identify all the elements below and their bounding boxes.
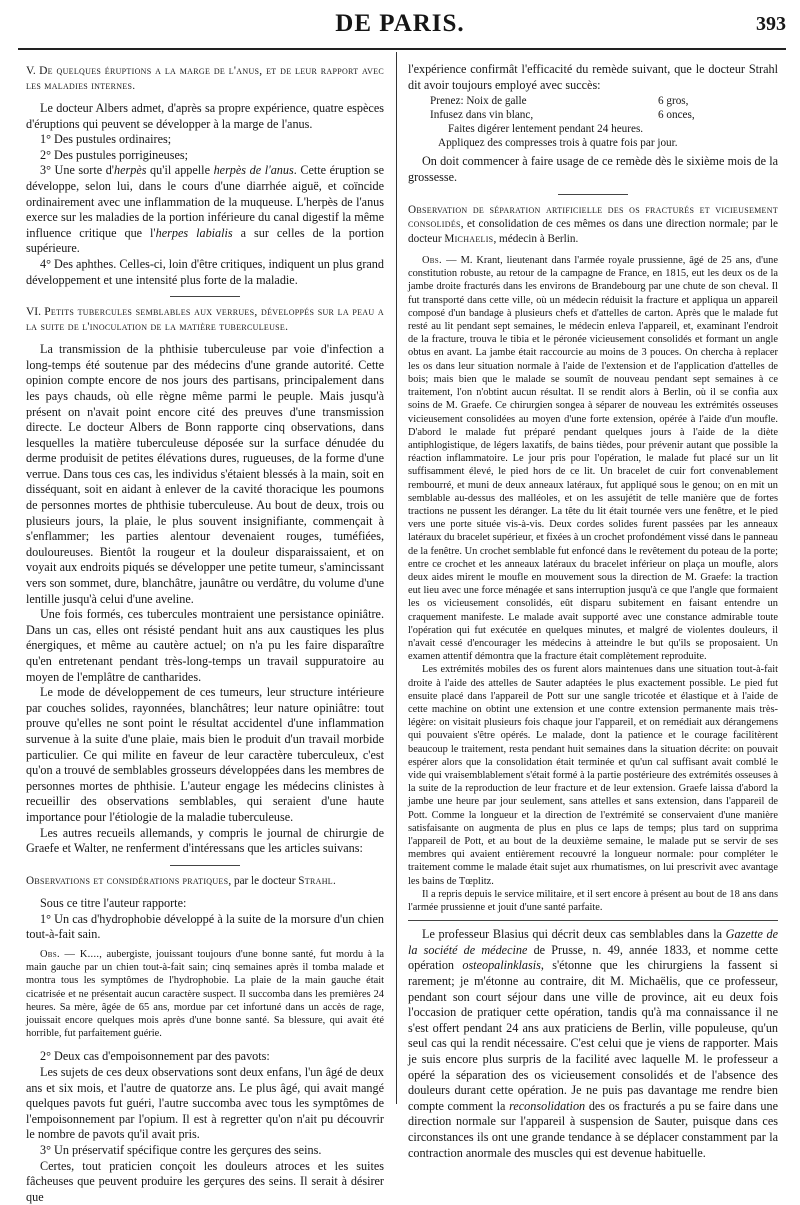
text-run: , médecin à Berlin. (493, 232, 579, 245)
text-run: , et consolidation de ces mêmes os dans une direction normale; par le docteur (408, 218, 778, 245)
section-v-intro: Le docteur Albers admet, d'après sa propre expérience, quatre espèces d'éruptions qui peuvent se développer à la marge de l'anus. (26, 101, 384, 131)
continued-paragraph: l'expérience confirmât l'efficacité du remède suivant, que le docteur Strahl dit avoir toujours employé avec succès: (408, 62, 778, 92)
section-vi-paragraph-2: Une fois formés, ces tubercules montraient une persistance opiniâtre. Dans un cas, elles ont résisté pendant huit ans aux caustiques les plus énergiques, et même au cautère actuel; on n'a pu les faire disparaître qu'en entretenant pendant très-long-temps un travail suppuratoire au moyen de l'emplâtre de cantharides. (26, 607, 384, 684)
michaelis-heading (408, 203, 778, 247)
text-run: . Cette éruption se développe, selon lui, dans le cours d'une diarrhée aiguë, et coïncide ordinairement avec une inflammation de la muqueuse. L'herpès de l'anus exerce sur les maladies de la portion inférieure du canal digestif la même influence critique que l' (26, 163, 384, 240)
column-divider (396, 52, 397, 1104)
section-separator (170, 296, 240, 297)
strahl-heading (26, 874, 384, 889)
author-name: Michaelis (444, 232, 494, 245)
page-header (0, 4, 800, 44)
italic-term: osteopalinklasis (462, 958, 541, 973)
section-vi-paragraph-3: Le mode de développement de ces tumeurs, leur structure intérieure par couches solides, rayonnées, blanchâtres; leur nature opiniâtre: tout prouve qu'elles ne sont point le résultat accidentel d'une inflammation survenue à la suite d'une plaie, mais bien le produit d'un travail morbide particulier. Ce qui milite en faveur de leur caractère tuberculeux, c'est qu'on a trouvé de semblables grosseurs développées dans les membres de personnes mortes de phthisie. L'auteur engage les médecins clinistes à recueillir des observations semblables, qui seraient d'une haute importance pour l'étiologie de la maladie tuberculeuse. (26, 685, 384, 824)
text-run: aubergiste, jouissant toujours d'une bonne santé, fut mordu à la main gauche par un chien tout-à-fait sain; cinq semaines après il tomba malade et montra tous les symptômes de l'hydrophobie. La plaie de la main gauche était cicatrisée et ne présentait aucun caractère suspect. Il succomba dans les premières 24 heures. Sa mère, âgée de 65 ans, mordue par cet infortuné dans un accès de rage, jouissait encore quelques mois après d'une bonne santé. Sa blessure, qui avait été horrible, fut parfaitement guérie. (26, 949, 384, 1040)
obs-label: Obs. — (422, 255, 457, 267)
italic-term: reconsolidation (509, 1098, 586, 1113)
section-v-item-1: 1° Des pustules ordinaires; (40, 132, 172, 147)
section-v-item-4: 4° Des aphthes. Celles-ci, loin d'être critiques, indiquent un plus grand développement et une intensité plus forte de la maladie. (26, 256, 384, 287)
section-separator (170, 865, 240, 866)
left-column (26, 62, 385, 1204)
recipe-ingredient: Prenez: Noix de galle (430, 95, 527, 108)
recipe-line (408, 109, 778, 123)
blasius-paragraph (408, 927, 778, 1161)
section-vi-heading (26, 305, 384, 334)
text-run: des os fracturés a pu se faire dans une direction normale sur l'appareil à suspension de Sauter, puisque dans ces circonstances ils ont une grande tendance à se déplacer constamment par la contraction anormale des muscles qui est devenue habituelle. (408, 1098, 778, 1160)
section-vi-title: Petits tubercules semblables aux verrues, développés sur la peau a la suite de l'inoculation de la matière tuberculeuse. (26, 306, 385, 333)
section-v-number: V. (26, 65, 36, 77)
strahl-observation (26, 948, 384, 1040)
page-number: 393 (756, 13, 786, 35)
text-run: , par le docteur (228, 874, 299, 887)
section-v-heading (26, 64, 384, 93)
recipe-line (408, 95, 778, 109)
header-rule (18, 48, 786, 50)
michaelis-observation-2: Les extrémités mobiles des os furent alors maintenues dans une situation tout-à-fait droite à l'aide des attelles de Sauter adaptées le plus exactement possible. Le pied fut ensuite placé dans l'appareil de Pott sur une sangle tricotée et élastique et à l'aide de cette machine on obtint une extension et une contre extension permanente mais très-légère: on visitait plusieurs fois chaque jour l'appareil, et on remédiait aux dérangemens qui pouvaient s'être opérés. Le malade, dont la patience et le courage facilitèrent beaucoup le traitement, resta pendant huit semaines dans la situation décrite: on pouvait espérer alors que la consolidation était terminée et qu'un cal suffisant avait comblé le vide qui vraisemblablement s'était formé à la partie postérieure des extrémités osseuses à la suite de la reproduction de leur fracture et de leur extension. Graefe laissa d'abord la jambe une heure par jour seulement, sans attelles et sans extension, dans l'appareil de Pott. Comme la longueur et la direction de l'extrémité se conservaient d'une manière satisfaisante on augmenta de plus en plus ce laps de temps; plus tard on supprima l'appareil de Pott, et au bout de la deuxième semaine, le malade put se servir de ses membres qui avaient entièrement recouvré la longueur normale: pour compléter le traitement comme le malade était sujet aux rhumatismes, on lui prescrivit avec avantage les bains de Tœplitz. (408, 664, 778, 887)
text-run: 3° Une sorte d' (40, 163, 114, 178)
strahl-item-3: 3° Un préservatif spécifique contre les gerçures des seins. (40, 1142, 322, 1157)
section-vi-paragraph-4: Les autres recueils allemands, y compris le journal de chirurgie de Graefe et Walter, ne renferment d'intéressans que les articles suivans: (26, 825, 384, 856)
text-run: Le professeur Blasius qui décrit deux cas semblables dans la (422, 927, 726, 942)
italic-title: Gazette de la société de médecine (408, 927, 778, 957)
strahl-seins-paragraph: Certes, tout praticien conçoit les douleurs atroces et les suites fâcheuses que peuvent produire les gerçures des seins. Il serait à désirer que (26, 1158, 384, 1204)
italic-term: herpes labialis (155, 225, 233, 240)
text-run: de Prusse, n. 49, année 1833, et nomme cette opération (408, 942, 778, 973)
section-v-title: De quelques éruptions a la marge de l'anus, et de leur rapport avec les maladies internes. (26, 65, 385, 92)
text-run: , s'étonne que les chirurgiens la fassent si rarement; je m'étonne au contraire, dit M. Michaëlis, que ce professeur, pendant son court séjour dans une ville de province, ait eu deux fois l'occasion de pratiquer cette opération, tandis qu'à ma connaissance il ne s'est offert pendant 24 ans aux praticiens de Berlin, ville populeuse, qu'un seul cas qui la rendit nécessaire. C'est celui que je viens de rapporter. Mais je suis encore plus surpris de la facilité avec laquelle M. le professeur a opéré la séparation des os vicieusement consolidés et de l'absence des douleurs durant cette opération. Je ne puis pas davantage me rendre bien compte comment la (408, 958, 779, 1113)
section-v-item-3 (26, 163, 384, 257)
text-run: qu'il appelle (146, 163, 214, 178)
section-separator (558, 194, 628, 195)
running-title: DE PARIS. (335, 10, 465, 37)
section-separator (408, 920, 778, 921)
text-run: a sur celles de la portion supérieure. (26, 225, 384, 256)
strahl-intro: Sous ce titre l'auteur rapporte: (40, 896, 187, 911)
text-run: . (332, 874, 336, 887)
strahl-item-1: 1° Un cas d'hydrophobie développé à la suite de la morsure d'un chien tout-à-fait sain. (26, 911, 384, 942)
author-name: Strahl (298, 874, 333, 887)
strahl-heading-title: Observations et considérations pratiques (26, 874, 229, 887)
strahl-pavots-paragraph: Les sujets de ces deux observations sont deux enfans, l'un âgé de deux ans et six mois, et l'autre de quatorze ans. Le plus âgé, qui avait mangé quelques pavots fut guéri, l'autre succomba avec tous les symptômes de l'empoisonnement par l'opium. Il est à regretter qu'on n'ait pu découvrir le nombre de pavots qu'il avait pris. (26, 1065, 384, 1142)
italic-term: herpès de l'anus (213, 163, 294, 178)
recipe-amount: 6 gros, (658, 95, 689, 108)
right-column (408, 62, 779, 1160)
recipe-amount: 6 onces, (658, 108, 695, 121)
spacer (26, 1040, 384, 1049)
recipe-ingredient: Infusez dans vin blanc, (430, 108, 534, 121)
section-v-item-2: 2° Des pustules porrigineuses; (40, 147, 189, 162)
italic-term: herpès (113, 163, 147, 178)
michaelis-observation-3: Il a repris depuis le service militaire, et il sert encore à présent au bout de 18 ans dans l'armée prussienne et jouit d'une santé parfaite. (408, 888, 778, 914)
section-vi-paragraph-1: La transmission de la phthisie tuberculeuse par voie d'infection a long-temps été soutenue par des médecins d'une grande autorité. Cette opinion compte encore de nos jours des partisans, principalement dans les pays chauds, où elle règne même parmi le peuple. Mais jusqu'à présent on n'avait point encore cité des preuves d'une transmission directe. Le docteur Albers de Bonn rapporte cinq observations, dans lesquelles la matière tuberculeuse déposée sur la surface dénudée du derme produisit de petites élévations dures, rugueuses, de la forme d'une verrue. Dans tous ces cas, les individus s'étaient blessés à la main, soit en disséquant, soit en aidant à enlever de la cavité thoracique les poumons de personnes mortes de phthisie tuberculeuse. Au bout de deux, trois ou plusieurs jours, la plaie, le plus souvent insignifiante, commençait à s'enflammer; les parties alentour devenaient rouges, tuméfiées, douloureuses. Bientôt la rougeur et la douleur disparaissaient, et on voyait aux endroits piqués se développer une petite tumeur, s'amincissant vers son sommet, dure, blanchâtre, jaunâtre ou verdâtre, du volume d'une lentille jusqu'à celui d'une aveline. (26, 342, 384, 606)
strahl-item-2: 2° Deux cas d'empoisonnement par des pavots: (40, 1049, 270, 1064)
recipe-instruction: Faites digérer lentement pendant 24 heures. (448, 122, 644, 135)
section-vi-number: VI. (26, 306, 42, 319)
obs-label: Obs. — K...., (40, 949, 103, 960)
usage-paragraph: On doit commencer à faire usage de ce remède dès le sixième mois de la grossesse. (408, 154, 778, 184)
michaelis-observation-1 (408, 254, 778, 663)
michaelis-heading-title: Observation de séparation artificielle des os fracturés et vicieusement consolidés (408, 203, 778, 231)
recipe-instruction: Appliquez des compresses trois à quatre fois par jour. (438, 136, 678, 149)
recipe (408, 95, 778, 150)
text-run: M. Krant, lieutenant dans l'armée royale prussienne, âgé de 25 ans, d'une constitution robuste, au retour de la campagne de France, en 1815, eut les deux os de la jambe droite fracturés dans les environs de Brandebourg par une chute de son cheval. Il fut transporté dans cette ville, où un médecin réduisit la fracture et appliqua un appareil composé d'un bandage à plusieurs chefs et d'attelles de carton. Après que le malade fut resté au lit pendant sept semaines, le médecin enleva l'appareil, et, examinant l'endroit de la fracture, trouva le tibia et le péronée vicieusement consolidés et formant un angle obtus en avant. La jambe était raccourcie au moins de 3 pouces. On chercha à replacer les os dans leur situation normale à l'aide de l'extension et de l'application d'attelles de bois; mais bien que le malade se soumît de nouveau pendant sept semaines à ce traitement, l'on n'obtint aucun résultat. Il se rendit alors à Berlin, où il se confia aux soins de M. Graefe. Ce chirurgien songea à séparer de nouveau les extrémités osseuses vicieusement consolidées au moyen d'une forte extension, opérée à l'aide d'un moufle. D'abord le malade fut préparé pendant quelques jours à l'aide de la diète antiphlogistique, de légers laxatifs, de bains tièdes, pour prévenir autant que possible la réaction inflammatoire. Le jour pris pour l'opération, le malade fut placé sur un lit suffisamment élevé, le pied hors de ce lit. Un bracelet de cuir fort convenablement rembourré, et muni de deux anneaux latéraux, fut appliqué sous le genou; on en mit un semblable au-dessus des malléoles, et on les assujétit de telle manière que de fortes tractions ne pussent les déranger. La tête du lit était tournée vers une fenêtre, et le pied vers une porte située vis-à-vis. Deux cordes solides furent passées par les anneaux latéraux du bracelet supérieur, et fixées à un crochet profondément vissé dans le panneau de la fenêtre. Un crochet semblable fut enfoncé dans le revêtement du poteau de la porte; entre ce crochet et les anneaux latéraux du bracelet inférieur on plaça un moufle, alors deux aides mirent le moufle en mouvement sous la direction de M. Graefe: la traction eut lieu avec une force ménagée et sans interruption jusqu'à ce que l'angle que formaient les os vicieusement consolidés, eût disparu subitement en faisant entendre un craquement manifeste. Le malade avait supporté avec une constance admirable toute l'opération qui fut exécutée en quelques minutes, et malgré de violentes douleurs, il n'avait cessé d'encourager les médecins à atteindre le but qu'ils se proposaient. Un examen attentif démontra que la fracture était complètement reproduite. (408, 255, 778, 663)
